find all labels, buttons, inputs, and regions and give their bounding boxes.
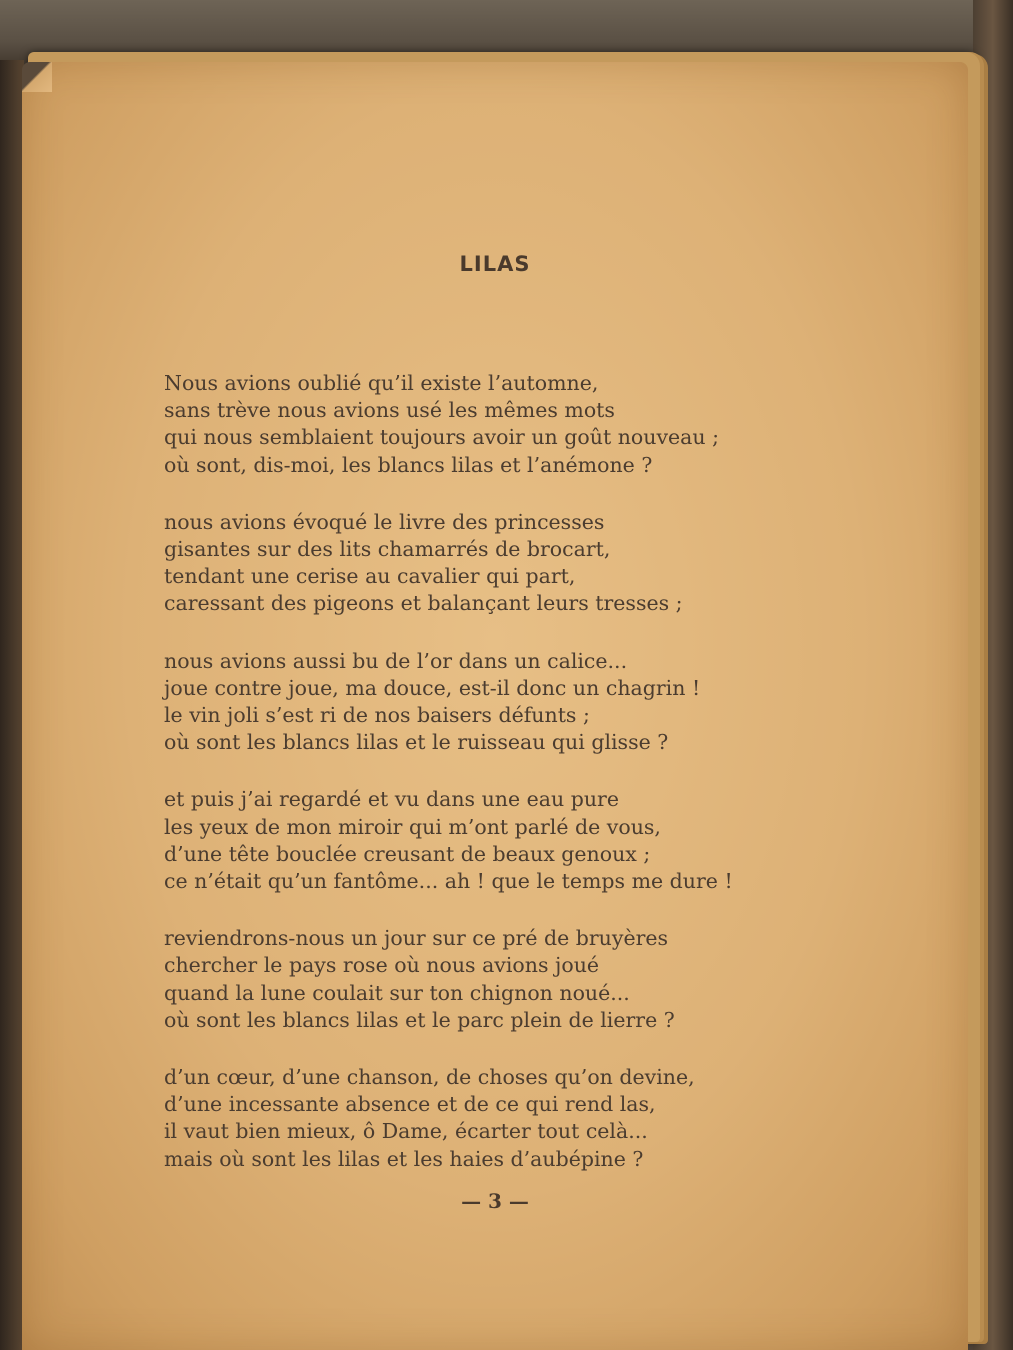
poem-line: où sont les blancs lilas et le parc plein de lierre ? bbox=[164, 1007, 675, 1032]
poem-line: les yeux de mon miroir qui m’ont parlé de vous, bbox=[164, 814, 661, 839]
poem-line: sans trève nous avions usé les mêmes mots bbox=[164, 398, 615, 423]
stanza-4 bbox=[164, 786, 884, 895]
poem-line: tendant une cerise au cavalier qui part, bbox=[164, 564, 576, 589]
poem-line: où sont, dis-moi, les blancs lilas et l’anémone ? bbox=[164, 452, 653, 477]
poem-line: quand la lune coulait sur ton chignon noué... bbox=[164, 980, 630, 1005]
poem-line: d’un cœur, d’une chanson, de choses qu’on devine, bbox=[164, 1065, 695, 1090]
poem-line: nous avions évoqué le livre des princesses bbox=[164, 509, 605, 534]
poem-line: d’une tête bouclée creusant de beaux genoux ; bbox=[164, 841, 651, 866]
poem-line: caressant des pigeons et balançant leurs tresses ; bbox=[164, 591, 683, 616]
poem-line: le vin joli s’est ri de nos baisers défunts ; bbox=[164, 703, 590, 728]
poem-line: qui nous semblaient toujours avoir un goût nouveau ; bbox=[164, 425, 720, 450]
stanza-2 bbox=[164, 509, 884, 618]
poem-line: nous avions aussi bu de l’or dans un calice... bbox=[164, 648, 628, 673]
page-number: — 3 — bbox=[461, 1189, 529, 1213]
poem-line: reviendrons-nous un jour sur ce pré de bruyères bbox=[164, 926, 669, 951]
stanza-6 bbox=[164, 1064, 884, 1173]
poem-line: ce n’était qu’un fantôme... ah ! que le temps me dure ! bbox=[164, 869, 733, 894]
poem-line: où sont les blancs lilas et le ruisseau qui glisse ? bbox=[164, 730, 669, 755]
poem-title: LILAS bbox=[459, 252, 531, 276]
poem-line: mais où sont les lilas et les haies d’aubépine ? bbox=[164, 1146, 644, 1171]
poem-body bbox=[164, 370, 884, 1173]
stanza-1 bbox=[164, 370, 884, 479]
poem-line: d’une incessante absence et de ce qui rend las, bbox=[164, 1092, 656, 1117]
poem-line: il vaut bien mieux, ô Dame, écarter tout celà... bbox=[164, 1119, 648, 1144]
poem-line: Nous avions oublié qu’il existe l’automne, bbox=[164, 371, 599, 395]
stanza-5 bbox=[164, 925, 884, 1034]
poem-line: gisantes sur des lits chamarrés de brocart, bbox=[164, 537, 611, 562]
table-surface-left bbox=[0, 60, 24, 1350]
poem-line: et puis j’ai regardé et vu dans une eau pure bbox=[164, 787, 619, 812]
stanza-3 bbox=[164, 648, 884, 757]
book-page bbox=[22, 62, 968, 1350]
poem-line: joue contre joue, ma douce, est-il donc un chagrin ! bbox=[164, 675, 701, 700]
page-corner-fold bbox=[22, 62, 52, 92]
poem-line: chercher le pays rose où nous avions joué bbox=[164, 953, 600, 978]
